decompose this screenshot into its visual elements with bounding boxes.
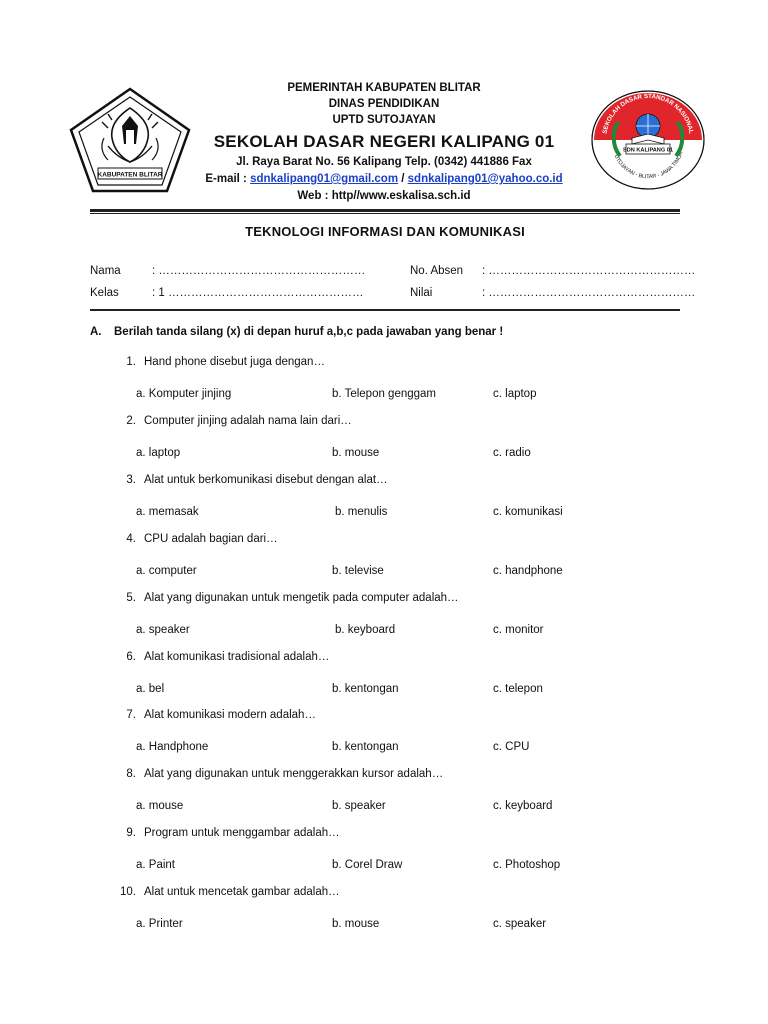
school-email (190, 171, 578, 188)
score-blank: : ……………………………………………… (482, 287, 696, 299)
score-label: Nilai (410, 287, 433, 299)
question-item (111, 706, 671, 756)
option-c[interactable]: c. laptop (493, 388, 537, 400)
question-text: Alat untuk mencetak gambar adalah… (144, 886, 340, 898)
section-instruction-text: Berilah tanda silang (x) di depan huruf a,b,c pada jawaban yang benar ! (114, 326, 504, 338)
question-number: 2. (126, 415, 136, 427)
question-item (111, 471, 671, 521)
class-blank: : 1 …………………………………………… (152, 287, 364, 299)
question-text: Program untuk menggambar adalah… (144, 827, 340, 839)
option-b[interactable]: b. televise (332, 565, 384, 577)
question-number: 1. (126, 356, 136, 368)
question-number: 3. (126, 474, 136, 486)
question-text: Alat komunikasi tradisional adalah… (144, 651, 330, 663)
question-number: 8. (126, 768, 136, 780)
school-website: Web : http//www.eskalisa.sch.id (297, 190, 471, 202)
option-c[interactable]: c. speaker (493, 918, 547, 930)
left-logo-caption: KABUPATEN BLITAR (97, 171, 163, 179)
question-text: Alat yang digunakan untuk mengetik pada computer adalah… (144, 592, 459, 604)
student-identity-left (90, 260, 365, 304)
option-c[interactable]: c. Photoshop (493, 859, 561, 871)
option-b[interactable]: b. kentongan (332, 683, 399, 695)
option-b[interactable]: b. kentongan (332, 741, 399, 753)
right-logo-arc-bottom: UTOJAYAN - BLITAR - JAWA TIMUR (612, 150, 685, 181)
right-logo-badge-text: SDN KALIPANG 01 (623, 147, 673, 154)
option-c[interactable]: c. keyboard (493, 800, 553, 812)
option-a[interactable]: a. mouse (136, 800, 184, 812)
question-number: 9. (126, 827, 136, 839)
letterhead-department: DINAS PENDIDIKAN (328, 98, 440, 110)
name-blank: : ……………………………………………… (152, 265, 366, 277)
question-item (111, 353, 671, 403)
letterhead-uptd: UPTD SUTOJAYAN (332, 114, 436, 126)
question-number: 6. (126, 651, 136, 663)
option-a[interactable]: a. laptop (136, 447, 181, 459)
class-label: Kelas (90, 287, 119, 299)
section-a-instruction (90, 326, 503, 338)
option-a[interactable]: a. memasak (136, 506, 199, 518)
option-b[interactable]: b. Corel Draw (332, 859, 403, 871)
email-label: E-mail : (205, 173, 251, 185)
letterhead-divider-thin (90, 213, 680, 214)
letterhead-government: PEMERINTAH KABUPATEN BLITAR (287, 82, 481, 94)
option-a[interactable]: a. speaker (136, 624, 190, 636)
option-a[interactable]: a. Komputer jinjing (136, 388, 232, 400)
option-b[interactable]: b. mouse (332, 918, 380, 930)
kabupaten-blitar-logo (68, 86, 192, 194)
question-number: 10. (120, 886, 136, 898)
question-item (111, 824, 671, 874)
option-b[interactable]: b. keyboard (335, 624, 396, 636)
name-field-row[interactable] (90, 260, 365, 282)
question-item (111, 883, 671, 933)
question-text: Hand phone disebut juga dengan… (144, 356, 325, 368)
question-number: 5. (126, 592, 136, 604)
option-c[interactable]: c. CPU (493, 741, 530, 753)
question-item (111, 765, 671, 815)
right-logo-arc-top: SEKOLAH DASAR STANDAR NASIONAL (601, 92, 695, 135)
option-b[interactable]: b. Telepon genggam (332, 388, 437, 400)
option-a[interactable]: a. bel (136, 683, 165, 695)
question-number: 7. (126, 709, 136, 721)
class-field-row[interactable] (90, 282, 365, 304)
option-a[interactable]: a. Handphone (136, 741, 209, 753)
section-letter: A. (90, 326, 102, 338)
question-text: Alat yang digunakan untuk menggerakkan kursor adalah… (144, 768, 444, 780)
absence-number-blank: : ……………………………………………… (482, 265, 696, 277)
school-name: SEKOLAH DASAR NEGERI KALIPANG 01 (213, 132, 555, 151)
question-item (111, 589, 671, 639)
option-c[interactable]: c. radio (493, 447, 531, 459)
option-c[interactable]: c. komunikasi (493, 506, 563, 518)
option-a[interactable]: a. Printer (136, 918, 183, 930)
question-text: Computer jinjing adalah nama lain dari… (144, 415, 352, 427)
email-separator: / (398, 173, 408, 185)
question-item (111, 412, 671, 462)
absence-number-label: No. Absen (410, 265, 464, 277)
question-text: CPU adalah bagian dari… (144, 533, 278, 545)
option-a[interactable]: a. computer (136, 565, 197, 577)
question-text: Alat untuk berkomunikasi disebut dengan alat… (144, 474, 388, 486)
identity-divider (90, 309, 680, 311)
score-field-row[interactable] (410, 282, 695, 304)
email-gmail-link[interactable]: sdnkalipang01@gmail.com (250, 173, 399, 185)
subject-title: TEKNOLOGI INFORMASI DAN KOMUNIKASI (245, 224, 525, 239)
option-c[interactable]: c. handphone (493, 565, 563, 577)
letterhead (190, 80, 578, 205)
option-a[interactable]: a. Paint (136, 859, 175, 871)
absence-number-field-row[interactable] (410, 260, 695, 282)
question-item (111, 530, 671, 580)
question-number: 4. (126, 533, 136, 545)
school-address: Jl. Raya Barat No. 56 Kalipang Telp. (0342) 441886 Fax (236, 156, 532, 168)
option-b[interactable]: b. menulis (335, 506, 388, 518)
option-b[interactable]: b. speaker (332, 800, 386, 812)
question-item (111, 648, 671, 698)
option-b[interactable]: b. mouse (332, 447, 380, 459)
email-yahoo-link[interactable]: sdnkalipang01@yahoo.co.id (407, 173, 563, 185)
student-identity-right (410, 260, 695, 304)
school-badge-logo (588, 88, 708, 192)
question-text: Alat komunikasi modern adalah… (144, 709, 316, 721)
letterhead-divider-thick (90, 209, 680, 212)
option-c[interactable]: c. monitor (493, 624, 544, 636)
option-c[interactable]: c. telepon (493, 683, 543, 695)
name-label: Nama (90, 265, 121, 277)
